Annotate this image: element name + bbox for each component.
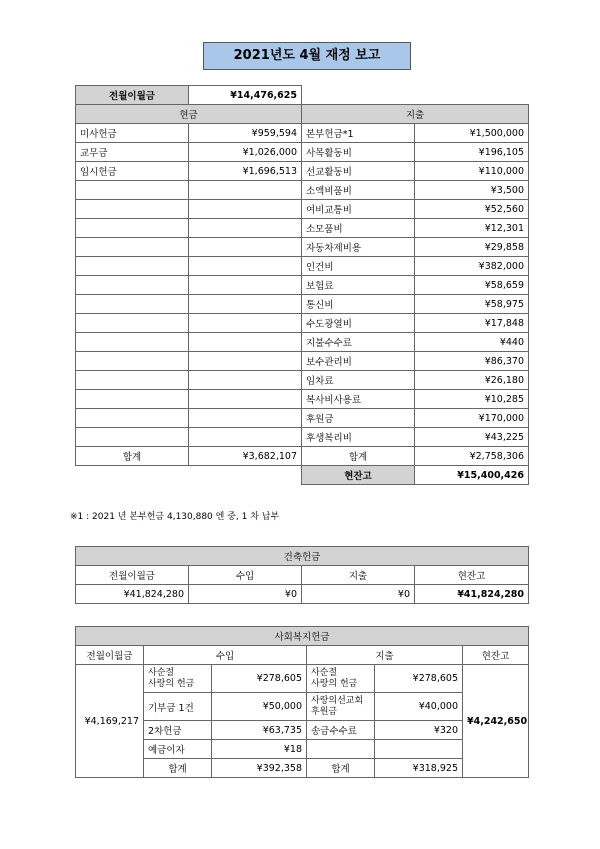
- income-value: [189, 428, 302, 447]
- welfare-income-label-0: 사순절 사랑의 헌금: [144, 665, 212, 693]
- income-value: [189, 314, 302, 333]
- table-row: [76, 162, 529, 181]
- welfare-income-label-3: 예금이자: [144, 740, 212, 759]
- income-value: ¥1,026,000: [189, 143, 302, 162]
- expense-total-label: 합계: [302, 447, 415, 466]
- expense-label: 사목활동비: [302, 143, 415, 162]
- income-label: [76, 314, 189, 333]
- income-label: [76, 428, 189, 447]
- welfare-title: 사회복지헌금: [76, 627, 529, 646]
- welfare-expense-total-label: 합계: [307, 759, 375, 778]
- income-value: [189, 409, 302, 428]
- income-label: [76, 409, 189, 428]
- income-value: [189, 390, 302, 409]
- table-row: [76, 200, 529, 219]
- table-row: [76, 219, 529, 238]
- balance-row: [76, 466, 529, 485]
- income-value: [189, 181, 302, 200]
- building-header-balance: 현잔고: [415, 566, 529, 585]
- expense-label: 복사비사용료: [302, 390, 415, 409]
- expense-value: ¥58,975: [415, 295, 529, 314]
- income-label: [76, 257, 189, 276]
- expense-header: 지출: [302, 105, 529, 124]
- building-prev-value: ¥41,824,280: [76, 585, 189, 604]
- welfare-expense-value-1: ¥40,000: [375, 693, 463, 721]
- building-header-income: 수입: [189, 566, 302, 585]
- table-row: [76, 390, 529, 409]
- income-value: [189, 238, 302, 257]
- table-row: [76, 371, 529, 390]
- welfare-income-label-2: 2차헌금: [144, 721, 212, 740]
- welfare-prev-value: ¥4,169,217: [76, 665, 144, 778]
- expense-value: ¥196,105: [415, 143, 529, 162]
- welfare-header-prev: 전월이월금: [76, 646, 144, 665]
- expense-label: 선교활동비: [302, 162, 415, 181]
- welfare-header-expense: 지출: [307, 646, 463, 665]
- expense-value: ¥3,500: [415, 181, 529, 200]
- expense-value: ¥440: [415, 333, 529, 352]
- welfare-income-total-value: ¥392,358: [212, 759, 307, 778]
- building-expense-value: ¥0: [302, 585, 415, 604]
- income-label: [76, 333, 189, 352]
- table-row: [76, 276, 529, 295]
- table-row: [76, 181, 529, 200]
- welfare-expense-total-value: ¥318,925: [375, 759, 463, 778]
- welfare-income-value-0: ¥278,605: [212, 665, 307, 693]
- income-value: [189, 200, 302, 219]
- income-header: 현금: [76, 105, 302, 124]
- expense-total-value: ¥2,758,306: [415, 447, 529, 466]
- building-fund-table: [75, 546, 529, 604]
- section-header-row: [76, 105, 529, 124]
- expense-value: ¥170,000: [415, 409, 529, 428]
- expense-value: ¥10,285: [415, 390, 529, 409]
- expense-value: ¥26,180: [415, 371, 529, 390]
- welfare-fund-table: [75, 626, 529, 778]
- table-row: [76, 143, 529, 162]
- expense-label: 통신비: [302, 295, 415, 314]
- income-label: [76, 352, 189, 371]
- welfare-expense-label-3: [307, 740, 375, 759]
- income-total-label: 합계: [76, 447, 189, 466]
- table-row: [76, 314, 529, 333]
- building-header-prev: 전월이월금: [76, 566, 189, 585]
- table-row: [76, 238, 529, 257]
- income-value: [189, 295, 302, 314]
- total-row: [76, 447, 529, 466]
- footnote: ※1 : 2021 년 본부헌금 4,130,880 엔 중, 1 차 납부: [70, 512, 280, 522]
- expense-label: 지불수수료: [302, 333, 415, 352]
- prev-balance-label: 전월이월금: [76, 86, 189, 105]
- expense-label: 보수관리비: [302, 352, 415, 371]
- income-label: [76, 295, 189, 314]
- expense-value: ¥29,858: [415, 238, 529, 257]
- income-label: [76, 390, 189, 409]
- welfare-expense-value-0: ¥278,605: [375, 665, 463, 693]
- expense-value: ¥43,225: [415, 428, 529, 447]
- expense-label: 후원금: [302, 409, 415, 428]
- income-value: [189, 276, 302, 295]
- income-label: [76, 219, 189, 238]
- building-header-expense: 지출: [302, 566, 415, 585]
- expense-label: 인건비: [302, 257, 415, 276]
- welfare-expense-value-2: ¥320: [375, 721, 463, 740]
- expense-label: 본부헌금*1: [302, 124, 415, 143]
- welfare-income-value-3: ¥18: [212, 740, 307, 759]
- expense-label: 후생복리비: [302, 428, 415, 447]
- welfare-expense-value-3: [375, 740, 463, 759]
- table-row: [76, 428, 529, 447]
- building-balance-value: ¥41,824,280: [415, 585, 529, 604]
- income-value: [189, 257, 302, 276]
- income-value: [189, 333, 302, 352]
- income-label: [76, 371, 189, 390]
- welfare-income-value-2: ¥63,735: [212, 721, 307, 740]
- welfare-balance-value: ¥4,242,650: [463, 665, 529, 778]
- table-row: [76, 352, 529, 371]
- expense-value: ¥110,000: [415, 162, 529, 181]
- welfare-header-income: 수입: [144, 646, 307, 665]
- income-label: [76, 181, 189, 200]
- expense-value: ¥58,659: [415, 276, 529, 295]
- income-label: [76, 238, 189, 257]
- expense-value: ¥1,500,000: [415, 124, 529, 143]
- income-label: 임시헌금: [76, 162, 189, 181]
- balance-label: 현잔고: [302, 466, 415, 485]
- expense-value: ¥86,370: [415, 352, 529, 371]
- table-row: [76, 409, 529, 428]
- welfare-income-label-1: 기부금 1건: [144, 693, 212, 721]
- welfare-income-value-1: ¥50,000: [212, 693, 307, 721]
- income-value: ¥1,696,513: [189, 162, 302, 181]
- income-value: [189, 219, 302, 238]
- income-value: ¥959,594: [189, 124, 302, 143]
- welfare-header-balance: 현잔고: [463, 646, 529, 665]
- income-value: [189, 352, 302, 371]
- expense-value: ¥382,000: [415, 257, 529, 276]
- expense-label: 수도광열비: [302, 314, 415, 333]
- expense-label: 소액비품비: [302, 181, 415, 200]
- page-title: 2021년도 4월 재정 보고: [203, 42, 411, 70]
- income-label: 미사헌금: [76, 124, 189, 143]
- prev-balance-value: ¥14,476,625: [189, 86, 302, 105]
- expense-value: ¥17,848: [415, 314, 529, 333]
- welfare-expense-label-1: 사랑의선교회 후원금: [307, 693, 375, 721]
- income-total-value: ¥3,682,107: [189, 447, 302, 466]
- expense-label: 임차료: [302, 371, 415, 390]
- main-finance-table: [75, 85, 529, 485]
- table-row: [76, 124, 529, 143]
- welfare-income-total-label: 합계: [144, 759, 212, 778]
- prev-balance-row: [76, 86, 529, 105]
- table-row: [76, 295, 529, 314]
- expense-value: ¥12,301: [415, 219, 529, 238]
- balance-value: ¥15,400,426: [415, 466, 529, 485]
- expense-label: 보험료: [302, 276, 415, 295]
- welfare-expense-label-2: 송금수수료: [307, 721, 375, 740]
- income-value: [189, 371, 302, 390]
- expense-label: 여비교통비: [302, 200, 415, 219]
- building-fund-title: 건축헌금: [76, 547, 529, 566]
- welfare-expense-label-0: 사순절 사랑의 헌금: [307, 665, 375, 693]
- expense-label: 자동차제비용: [302, 238, 415, 257]
- income-label: 교무금: [76, 143, 189, 162]
- income-label: [76, 276, 189, 295]
- table-row: [76, 333, 529, 352]
- income-label: [76, 200, 189, 219]
- expense-value: ¥52,560: [415, 200, 529, 219]
- expense-label: 소모품비: [302, 219, 415, 238]
- table-row: [76, 257, 529, 276]
- building-income-value: ¥0: [189, 585, 302, 604]
